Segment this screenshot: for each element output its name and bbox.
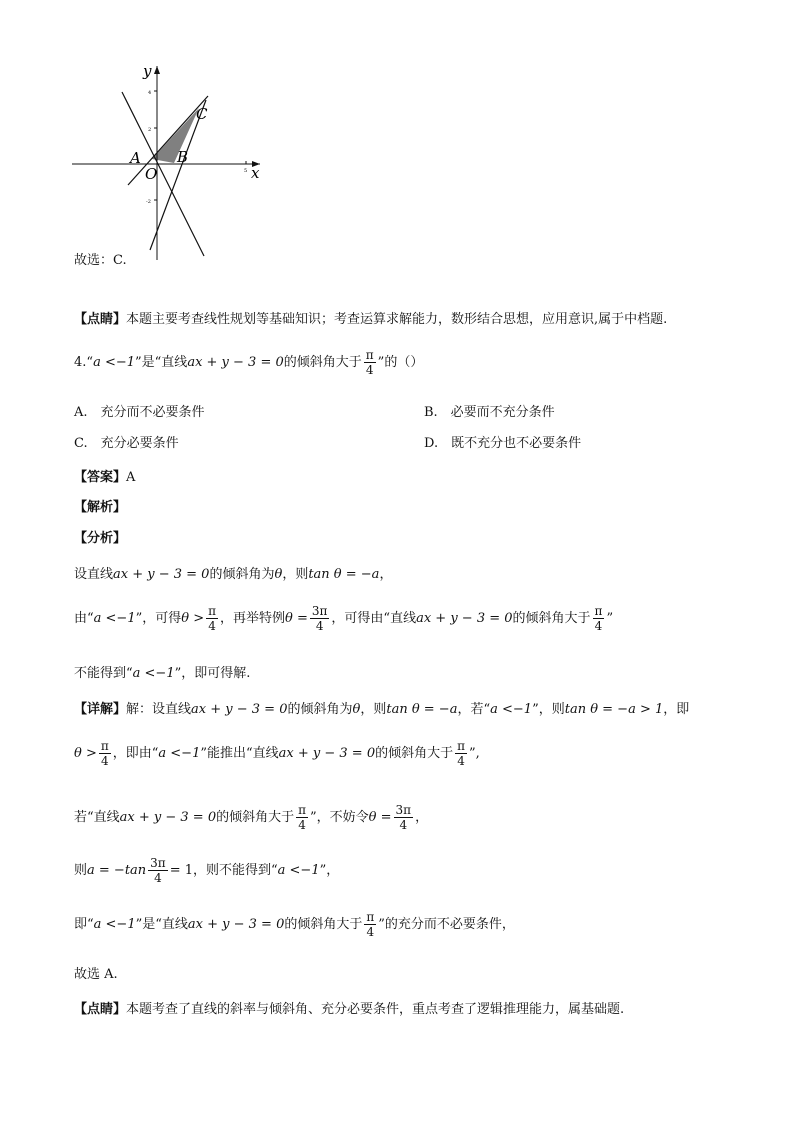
analysis-line-2: 由“a <−1”，可得θ > $\frac{\pi}{4}$ ，再举特例θ = $\frac{3\pi}{4}$ ，可得由“直线ax + y − 3 = 0的倾斜角大于 $\frac{\pi}{4}$ ” — [74, 604, 614, 633]
point-a-label: A — [130, 149, 141, 167]
coordinate-graph — [66, 60, 266, 265]
fraction-pi-4: $\frac{\pi}{4}$ — [365, 348, 374, 377]
point-c-label: C — [196, 105, 208, 123]
y-axis-arrow — [154, 66, 160, 74]
analysis-line-3: 不能得到“a <−1”，即可得解. — [74, 666, 251, 681]
previous-dianjing — [74, 308, 667, 327]
x-axis-label: x — [251, 164, 260, 182]
origin-label: O — [145, 165, 158, 183]
tick-label-5: 5 — [244, 168, 248, 174]
detail-line-4: 则a = −tan $\frac{3\pi}{4}$ = 1，则不能得到“a <−1”， — [74, 856, 340, 885]
tick-label-2: 2 — [148, 127, 152, 133]
this-dianjing: 【点睛】本题考查了直线的斜率与倾斜角、充分必要条件，重点考查了逻辑推理能力，属基础题. — [74, 1002, 625, 1017]
option-a: A. 充分而不必要条件 — [74, 405, 205, 420]
feasible-region — [152, 108, 199, 163]
previous-choice: 故选：C. — [74, 253, 127, 268]
tick-label-4: 4 — [148, 90, 152, 96]
question-4: 4.“a <−1”是“直线ax + y − 3 = 0的倾斜角大于 $\frac{\pi}{4}$ ”的（） — [74, 348, 424, 377]
option-d: D. 既不充分也不必要条件 — [424, 436, 582, 451]
detail-line-1: 【详解】解：设直线ax + y − 3 = 0的倾斜角为θ，则tan θ = −a，若“a <−1”，则tan θ = −a > 1，即 — [74, 702, 690, 717]
tick-label-neg2: -2 — [146, 199, 151, 205]
option-c: C. 充分必要条件 — [74, 436, 179, 451]
fenxi-tag: 【分析】 — [74, 531, 127, 546]
option-b: B. 必要而不充分条件 — [424, 405, 555, 420]
detail-line-2: θ > $\frac{\pi}{4}$ ，即由“a <−1”能推出“直线ax + y − 3 = 0的倾斜角大于 $\frac{\pi}{4}$ ”, — [74, 739, 480, 768]
detail-line-3: 若“直线ax + y − 3 = 0的倾斜角大于 $\frac{\pi}{4}$ ”，不妨令θ = $\frac{3\pi}{4}$ ， — [74, 803, 429, 832]
this-choice: 故选 A. — [74, 967, 118, 982]
analysis-line-1: 设直线ax + y − 3 = 0的倾斜角为θ，则tan θ = −a， — [74, 567, 393, 582]
answer-line: 【答案】A — [74, 470, 136, 485]
dianjing-tag: 【点睛】 — [74, 312, 127, 327]
dianjing-body: 本题主要考查线性规划等基础知识；考查运算求解能力，数形结合思想，应用意识,属于中档题. — [126, 312, 668, 327]
detail-line-5: 即“a <−1”是“直线ax + y − 3 = 0的倾斜角大于 $\frac{\pi}{4}$ ”的充分而不必要条件， — [74, 910, 515, 939]
y-axis-label: y — [143, 62, 152, 80]
jiexi-tag: 【解析】 — [74, 500, 127, 515]
point-b-label: B — [177, 148, 189, 166]
